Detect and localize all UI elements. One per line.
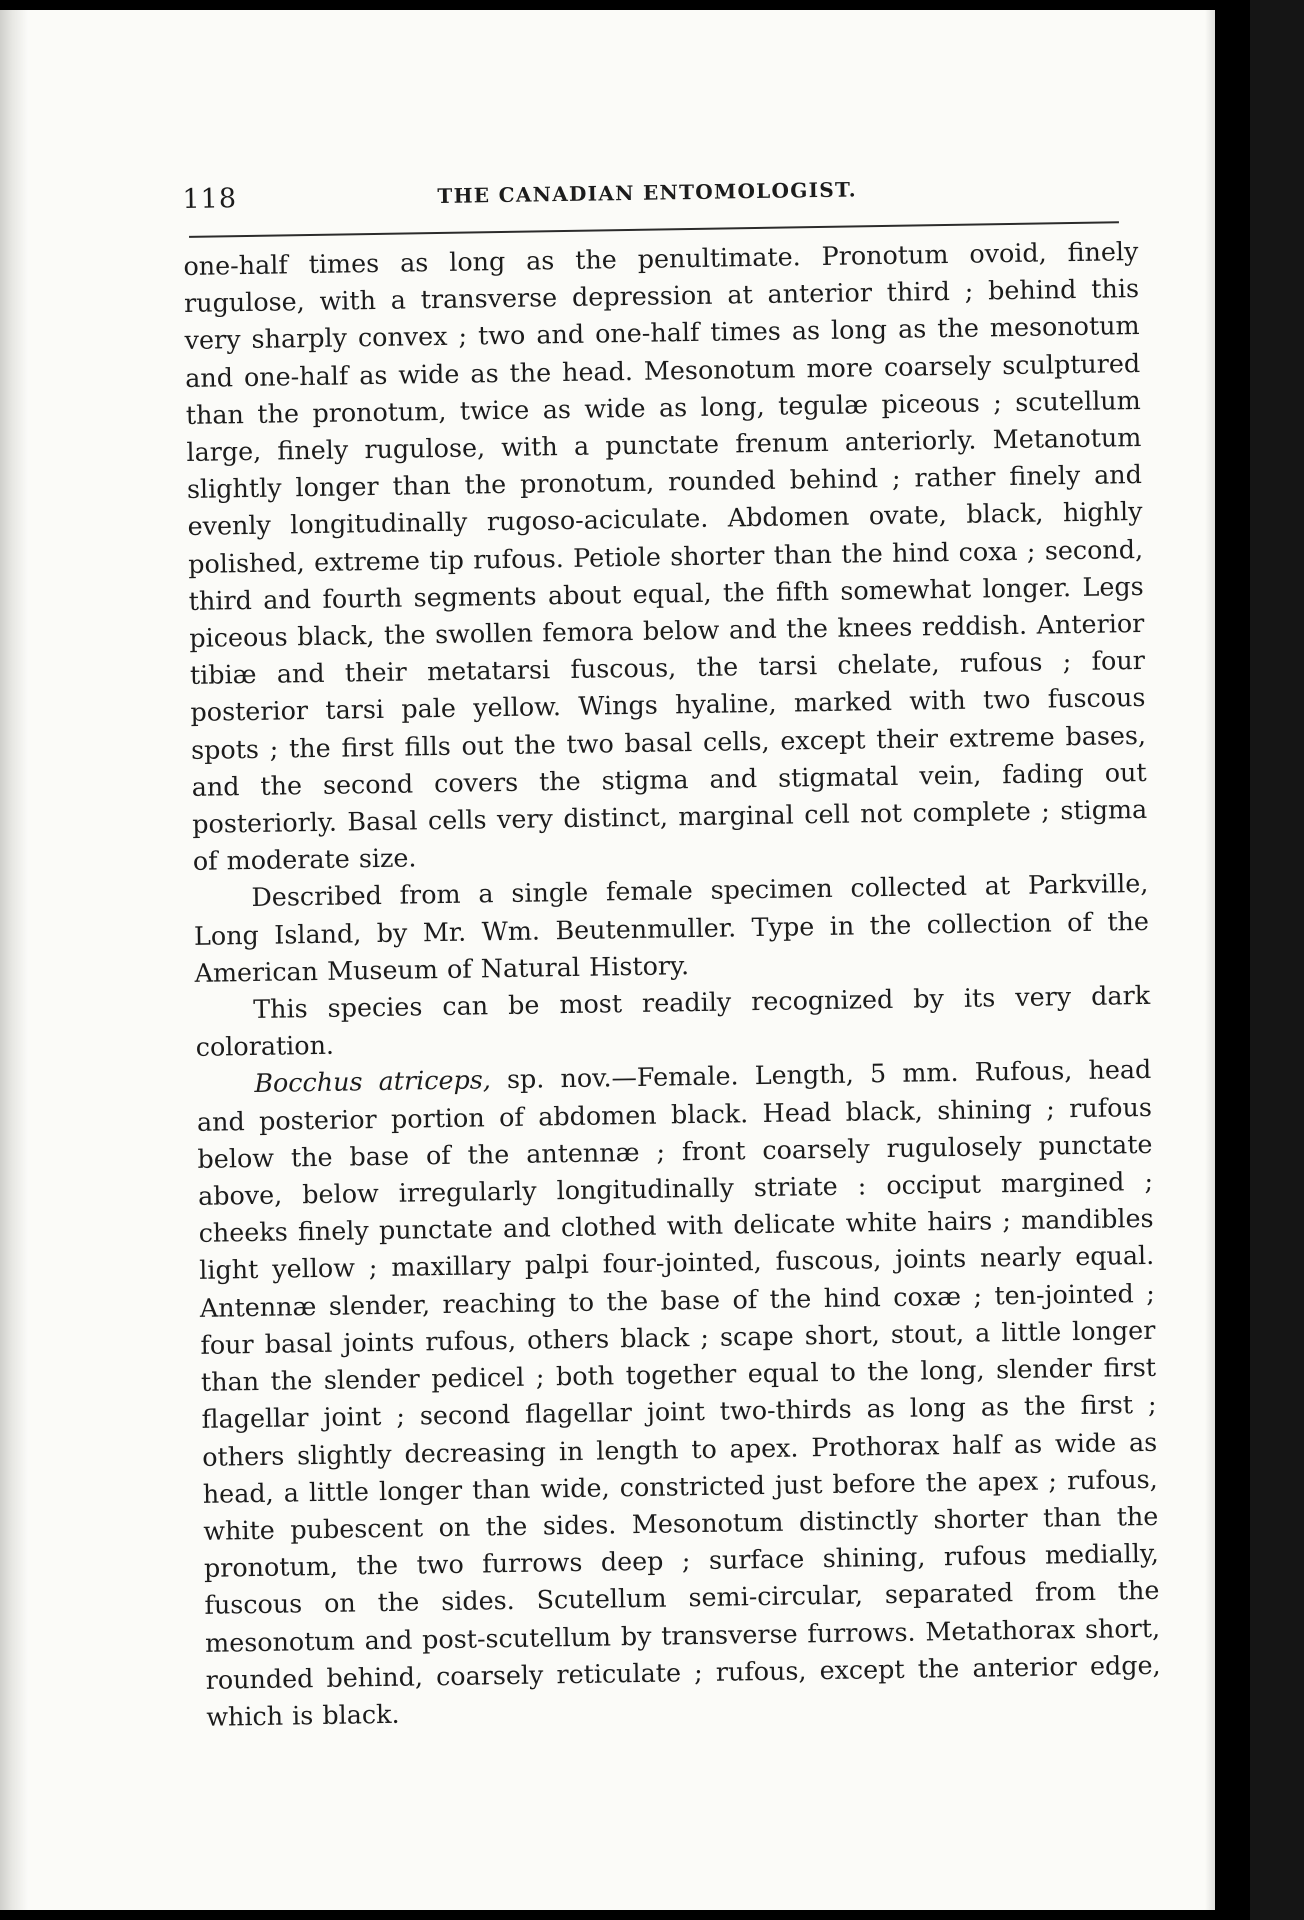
paragraph-text: This species can be most readily recognized by its very dark coloration. bbox=[195, 979, 1151, 1063]
page-edge-shadow bbox=[1205, 10, 1215, 1910]
paragraph-text: one-half times as long as the penultimate. Pronotum ovoid, finely rugulose, with a transverse depression at anterior third ; behind this very sharply convex ; two and one-half times as long as the mesonotum and one-half as wide as the head. Mesonotum more coarsely sculptured than the pronotum, twice as wide as long, tegulæ piceous ; scutellum large, finely rugulose, with a punctate frenum anteriorly. Metanotum slightly longer than the pronotum, rounded behind ; rather finely and evenly longitudinally rugoso-aciculate. Abdomen ovate, black, highly polished, extreme tip rufous. Petiole shorter than the hind coxa ; second, third and fourth segments about equal, the fifth somewhat longer. Legs piceous black, the swollen femora below and the knees reddish. Anterior tibiæ and their metatarsi fuscous, the tarsi chelate, rufous ; four posterior tarsi pale yellow. Wings hyaline, marked with two fuscous spots ; the first fills out the two basal cells, except their extreme bases, and the second covers the stigma and stigmatal vein, fading out posteriorly. Basal cells very distinct, marginal cell not complete ; stigma of moderate size. bbox=[183, 235, 1148, 877]
running-title: THE CANADIAN ENTOMOLOGIST. bbox=[437, 177, 858, 208]
binding-shadow bbox=[0, 10, 28, 1910]
paragraph-type-locality bbox=[193, 865, 1150, 992]
paragraph-species-description bbox=[196, 1051, 1161, 1736]
paragraph-text: Described from a single female specimen collected at Parkville, Long Island, by Mr. Wm. Beutenmuller. Type in the collection of the American Museum of Natural History. bbox=[193, 868, 1150, 988]
body-text bbox=[183, 233, 1161, 1736]
page-content bbox=[182, 155, 1161, 1736]
species-name: Bocchus atriceps, bbox=[254, 1064, 492, 1099]
running-header bbox=[182, 155, 1138, 218]
page-number: 118 bbox=[182, 183, 238, 215]
scan-background-edge bbox=[1250, 0, 1304, 1920]
book-page bbox=[0, 10, 1215, 1910]
paragraph-text: sp. nov.—Female. Length, 5 mm. Rufous, head and posterior portion of abdomen black. Head black, shining ; rufous below the base of the antennæ ; front coarsely rugulosely punctate above, below irregularly longitudinally striate : occiput margined ; cheeks finely punctate and clothed with delicate white hairs ; mandibles light yellow ; maxillary palpi four-jointed, fuscous, joints nearly equal. Antennæ slender, reaching to the base of the hind coxæ ; ten-jointed ; four basal joints rufous, others black ; scape short, stout, a little longer than the slender pedicel ; both together equal to the long, slender first flagellar joint ; second flagellar joint two-thirds as long as the first ; others slightly decreasing in length to apex. Prothorax half as wide as head, a little longer than wide, constricted just before the apex ; rufous, white pubescent on the sides. Mesonotum distinctly shorter than the pronotum, the two furrows deep ; surface shining, rufous medially, fuscous on the sides. Scutellum semi-circular, separated from the mesonotum and post-scutellum by transverse furrows. Metathorax short, rounded behind, coarsely reticulate ; rufous, except the anterior edge, which is black. bbox=[196, 1054, 1161, 1732]
paragraph-continued bbox=[183, 233, 1148, 880]
